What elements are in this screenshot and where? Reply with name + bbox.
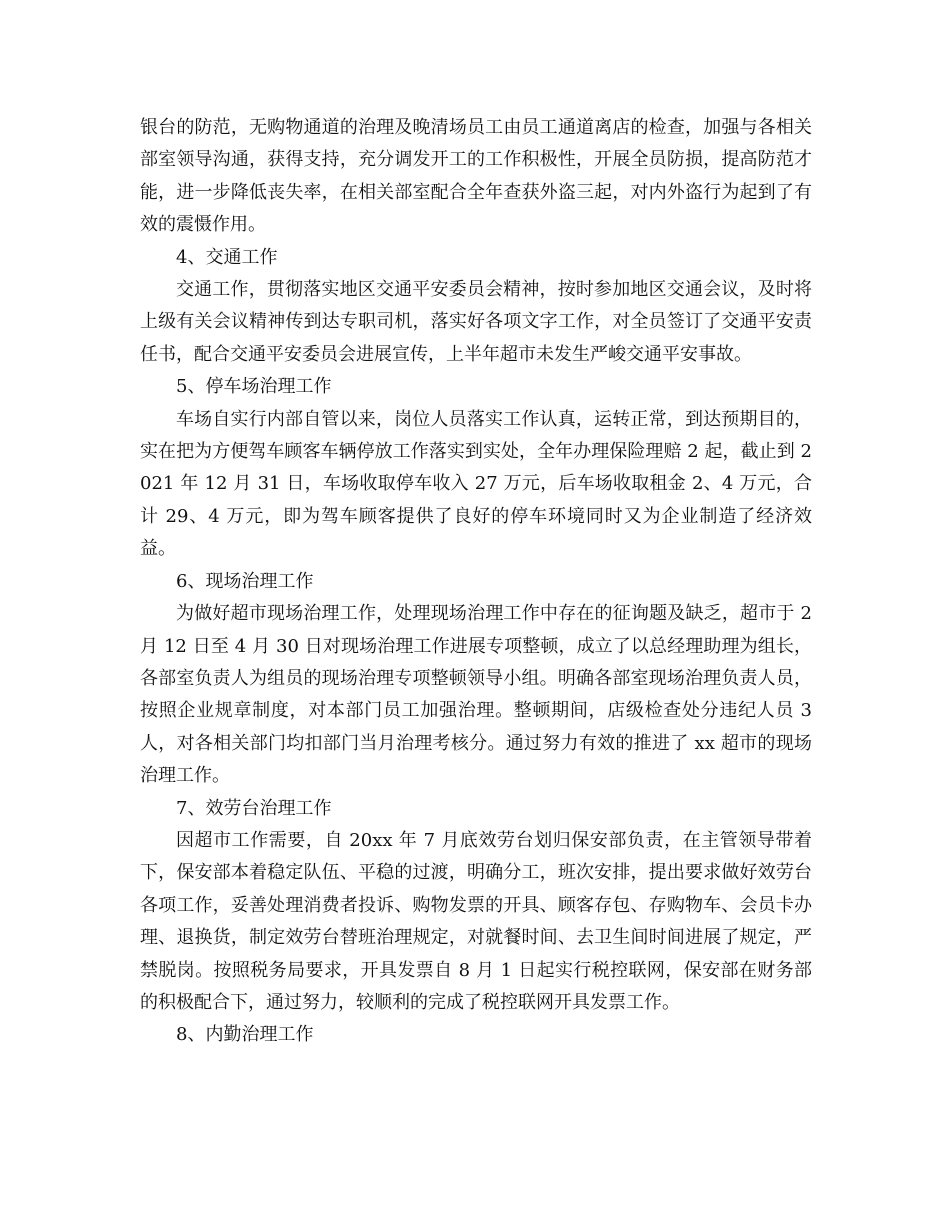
paragraph-service-desk: 因超市工作需要，自 20xx 年 7 月底效劳台划归保安部负责，在主管领导带着下，保安部本着稳定队伍、平稳的过渡，明确分工，班次安排，提出要求做好效劳台各项工作，妥善处理消费者投诉、购物发票的开具、顾客存包、存购物车、会员卡办理、退换货，制定效劳台替班治理规定，对就餐时间、去卫生间时间进展了规定，严禁脱岗。按照税务局要求，开具发票自 8 月 1 日起实行税控联网，保安部在财务部的积极配合下，通过努力，较顺利的完成了税控联网开具发票工作。 — [140, 829, 812, 1013]
document-body — [140, 112, 812, 1052]
paragraph-loss-prevention-continued: 银台的防范，无购物通道的治理及晚清场员工由员工通道离店的检查，加强与各相关部室领导沟通，获得支持，充分调发开工的工作积极性，开展全员防损，提高防范才能，进一步降低丧失率，在相关部室配合全年查获外盗三起，对内外盗行为起到了有效的震慑作用。 — [140, 117, 812, 236]
paragraph-site-management: 为做好超市现场治理工作，处理现场治理工作中存在的征询题及缺乏，超市于 2 月 12 日至 4 月 30 日对现场治理工作进展专项整顿，成立了以总经理助理为组长，各部室负责人为组员的现场治理专项整顿领导小组。明确各部室现场治理负责人员，按照企业规章制度，对本部门员工加强治理。整顿期间，店级检查处分违纪人员 3 人，对各相关部门均扣部门当月治理考核分。通过努力有效的推进了 xx 超市的现场治理工作。 — [140, 603, 812, 787]
paragraph-parking-management: 车场自实行内部自管以来，岗位人员落实工作认真，运转正常，到达预期目的，实在把为方便驾车顾客车辆停放工作落实到实处，全年办理保险理赔 2 起，截止到 2021 年 12 月 31 日，车场收取停车收入 27 万元，后车场收取租金 2、4 万元，合计 29、4 万元，即为驾车顾客提供了良好的停车环境同时又为企业制造了经济效益。 — [140, 408, 812, 560]
section-heading-traffic: 4、交通工作 — [176, 246, 278, 268]
section-heading-site-management: 6、现场治理工作 — [176, 570, 314, 592]
section-heading-service-desk: 7、效劳台治理工作 — [176, 797, 332, 819]
section-heading-parking: 5、停车场治理工作 — [176, 376, 332, 398]
paragraph-traffic-work: 交通工作，贯彻落实地区交通平安委员会精神，按时参加地区交通会议，及时将上级有关会议精神传到达专职司机，落实好各项文字工作，对全员签订了交通平安责任书，配合交通平安委员会进展宣传，上半年超市未发生严峻交通平安事故。 — [140, 279, 812, 365]
section-heading-office-management: 8、内勤治理工作 — [176, 1024, 314, 1046]
